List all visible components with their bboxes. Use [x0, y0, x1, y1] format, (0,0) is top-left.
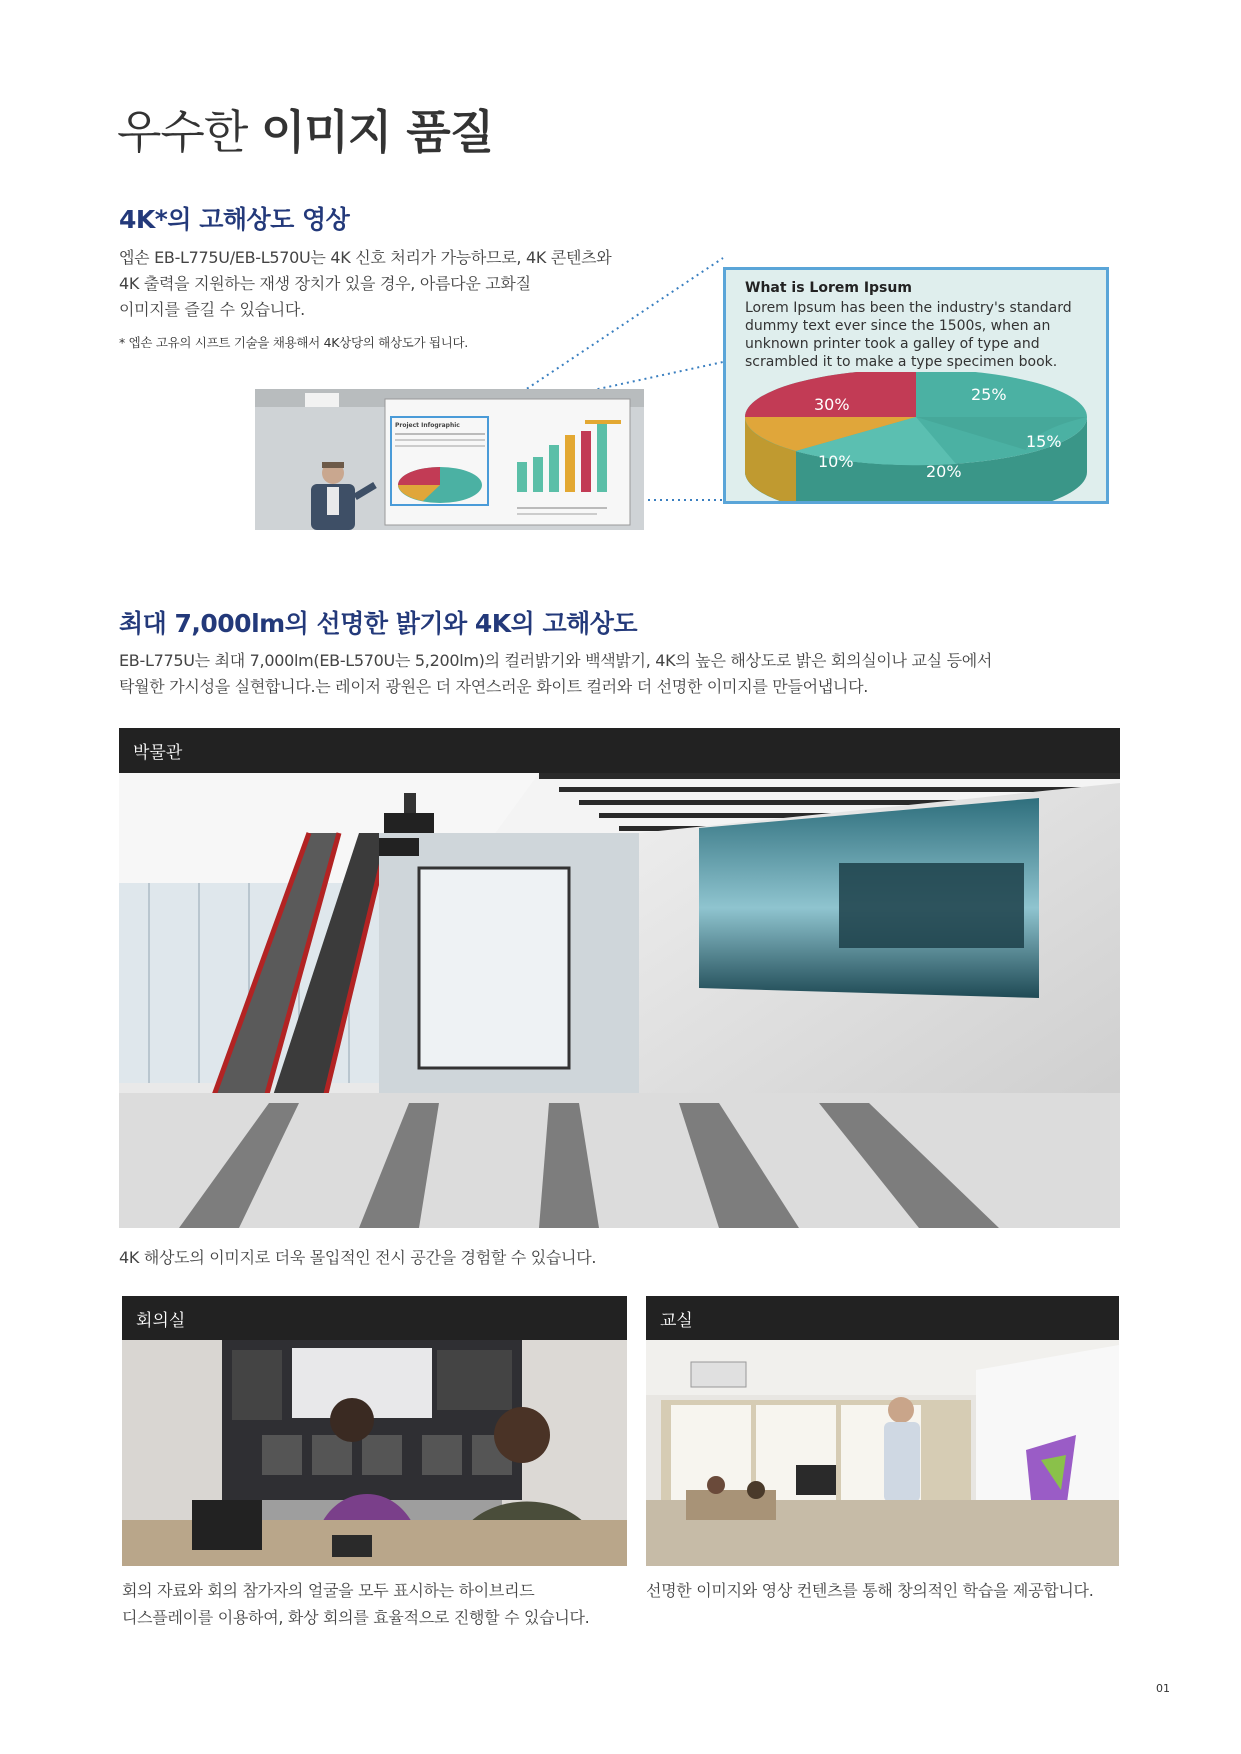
page-title-bold: 이미지 품질: [260, 105, 494, 159]
section2-body-line: EB-L775U는 최대 7,000lm(EB-L570U는 5,200lm)의 컬러밝기와 백색밝기, 4K의 높은 해상도로 밝은 회의실이나 교실 등에서: [119, 651, 993, 670]
pie-label: 20%: [926, 462, 962, 481]
section1-heading: 4K*의 고해상도 영상: [119, 205, 350, 234]
section2-heading: 최대 7,000lm의 선명한 밝기와 4K의 고해상도: [119, 609, 638, 638]
museum-label-bar: [119, 728, 1120, 773]
meeting-caption-line: 회의 자료와 회의 참가자의 얼굴을 모두 표시하는 하이브리드: [122, 1581, 535, 1600]
pie-chart: [726, 372, 1106, 502]
museum-caption: 4K 해상도의 이미지로 더욱 몰입적인 전시 공간을 경험할 수 있습니다.: [119, 1248, 597, 1267]
pie-label: 15%: [1026, 432, 1062, 451]
meeting-label: 회의실: [136, 1310, 186, 1331]
callout-box: [723, 267, 1109, 504]
section2-body: [119, 648, 992, 700]
meeting-label-bar: [122, 1296, 627, 1340]
pie-label: 30%: [814, 395, 850, 414]
callout-body: Lorem Ipsum has been the industry's standard dummy text ever since the 1500s, when an unknown printer took a galley of type and scrambled it to make a type specimen book.: [745, 300, 1072, 370]
presentation-photo: [255, 389, 644, 530]
pie-label: 10%: [818, 452, 854, 471]
meeting-caption: [122, 1577, 589, 1631]
classroom-label-bar: [646, 1296, 1119, 1340]
svg-text:Project Infographic: Project Infographic: [395, 422, 460, 429]
pie-label: 25%: [971, 385, 1007, 404]
section1-body-line: 4K 출력을 지원하는 재생 장치가 있을 경우, 아름다운 고화질: [119, 274, 531, 293]
classroom-label: 교실: [660, 1310, 693, 1331]
section1-body-line: 엡손 EB-L775U/EB-L570U는 4K 신호 처리가 가능하므로, 4K 콘텐츠와: [119, 248, 612, 267]
museum-photo: [119, 773, 1120, 1228]
section1-body-line: 이미지를 즐길 수 있습니다.: [119, 300, 305, 319]
meeting-photo: [122, 1340, 627, 1566]
page-title-light: 우수한: [117, 105, 261, 159]
classroom-photo: [646, 1340, 1119, 1566]
page-number: 01: [1156, 1682, 1170, 1695]
callout-title: What is Lorem Ipsum: [745, 280, 912, 296]
section2-body-line: 탁월한 가시성을 실현합니다.는 레이저 광원은 더 자연스러운 화이트 컬러와 더 선명한 이미지를 만들어냅니다.: [119, 677, 869, 696]
classroom-caption: 선명한 이미지와 영상 컨텐츠를 통해 창의적인 학습을 제공합니다.: [646, 1581, 1094, 1600]
museum-label: 박물관: [133, 743, 183, 763]
section1-note: * 엡손 고유의 시프트 기술을 채용해서 4K상당의 해상도가 됩니다.: [119, 335, 468, 350]
meeting-caption-line: 디스플레이를 이용하여, 화상 회의를 효율적으로 진행할 수 있습니다.: [122, 1608, 590, 1627]
